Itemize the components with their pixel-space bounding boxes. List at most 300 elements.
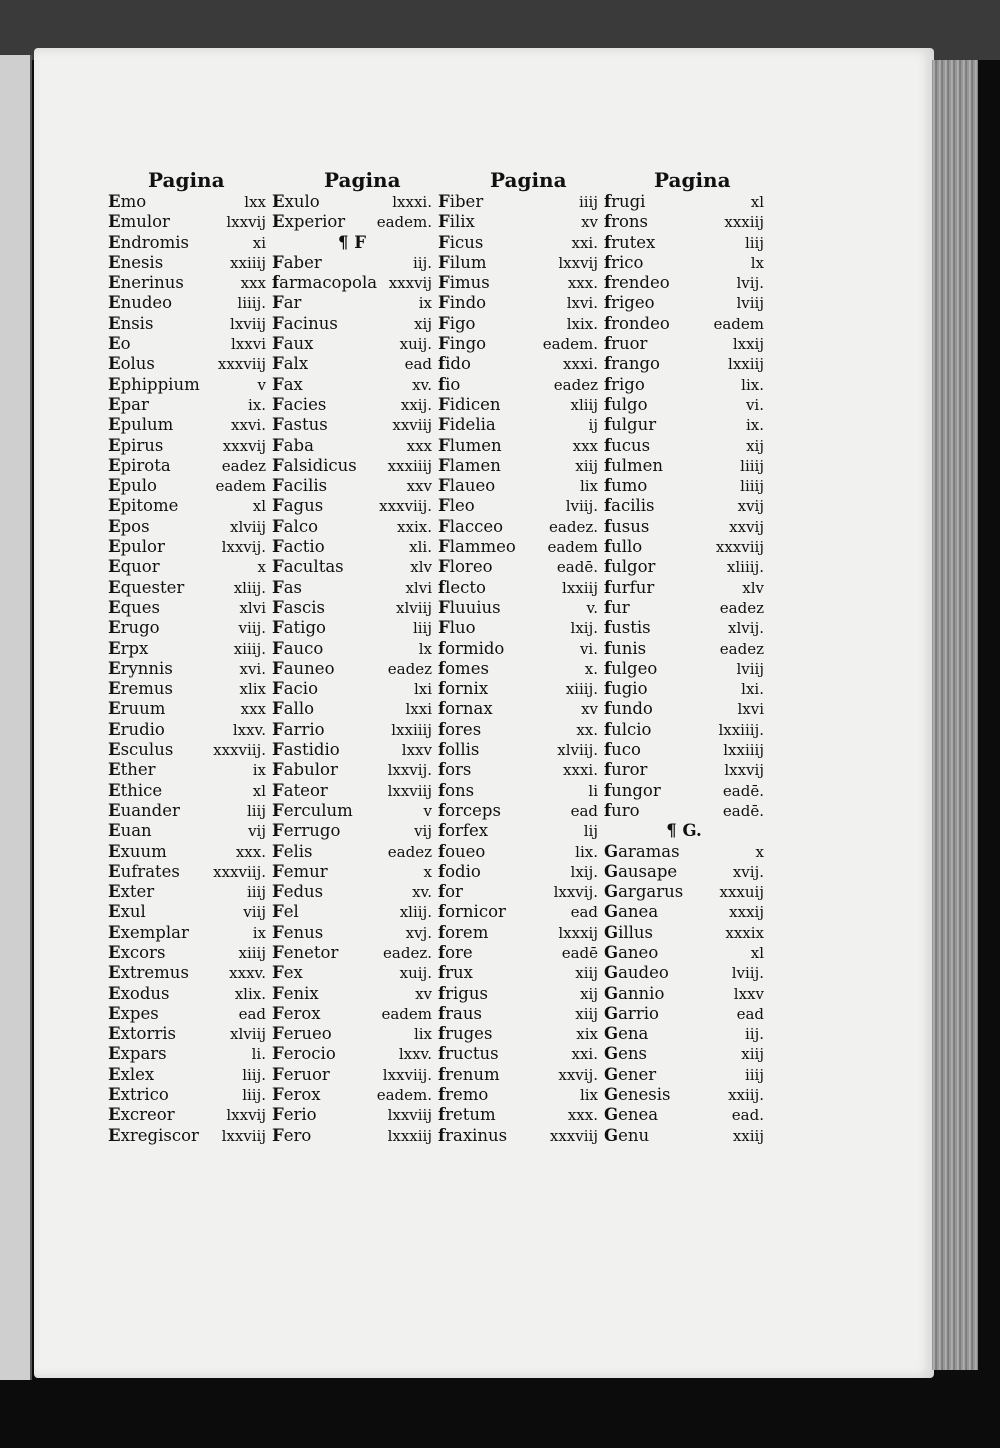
page-reference: lxxiiij <box>723 741 764 760</box>
index-entry <box>438 517 598 537</box>
page-reference: xxi. <box>571 1045 598 1064</box>
index-entry <box>272 476 432 496</box>
index-entry <box>108 801 266 821</box>
page-reference: ead <box>404 355 432 374</box>
index-entry <box>108 1105 266 1125</box>
index-entry <box>108 923 266 943</box>
entry-word: Fax <box>272 374 303 394</box>
page-reference: lviij. <box>731 964 764 983</box>
entry-word: Ferox <box>272 1085 321 1105</box>
entry-word: Emulor <box>108 212 170 232</box>
index-entry <box>108 1004 266 1024</box>
index-entry <box>438 842 598 862</box>
page-reference: ix <box>418 294 432 313</box>
index-entry <box>108 598 266 618</box>
index-entry <box>438 253 598 273</box>
index-entry <box>604 984 764 1004</box>
index-entry <box>272 984 432 1004</box>
index-entry <box>272 1044 432 1064</box>
page-reference: lxviij <box>230 314 266 333</box>
entry-word: Filum <box>438 252 487 272</box>
index-entry <box>108 821 266 841</box>
page-reference: ead <box>736 1004 764 1023</box>
entry-word: Faba <box>272 435 314 455</box>
page-reference: lviij <box>736 659 764 678</box>
index-entry <box>272 862 432 882</box>
entry-word: Fastus <box>272 415 328 435</box>
index-entry <box>108 375 266 395</box>
page-reference: lviij. <box>565 497 598 516</box>
index-entry <box>108 578 266 598</box>
page-reference: xuij. <box>399 335 432 354</box>
page-reference: xl <box>750 193 764 211</box>
entry-word: Fas <box>272 577 303 597</box>
index-entry <box>438 314 598 334</box>
entry-word: Fabulor <box>272 760 338 780</box>
entry-word: frenum <box>438 1064 500 1084</box>
entry-word: Expars <box>108 1044 167 1064</box>
page-reference: xvij <box>737 497 764 516</box>
page-reference: xlix. <box>234 984 266 1003</box>
page-reference: lxxiiij. <box>718 720 764 739</box>
entry-word: Faux <box>272 334 314 354</box>
index-entry <box>438 679 598 699</box>
page-reference: lxxviij <box>387 781 432 800</box>
index-entry <box>438 923 598 943</box>
entry-word: fugio <box>604 679 648 699</box>
entry-word: Falco <box>272 516 319 536</box>
entry-word: flecto <box>438 577 486 597</box>
entry-word: frons <box>604 212 649 232</box>
entry-word: fucus <box>604 435 651 455</box>
entry-word: fullo <box>604 537 643 557</box>
index-entry <box>604 943 764 963</box>
page-reference: xxx <box>240 700 266 719</box>
entry-word: Extremus <box>108 963 189 983</box>
entry-word: Epulo <box>108 476 157 496</box>
page-reference: xlix <box>239 680 266 699</box>
entry-word: frango <box>604 354 660 374</box>
index-entry <box>272 679 432 699</box>
entry-word: Excors <box>108 942 166 962</box>
entry-word: Flumen <box>438 435 502 455</box>
index-entry <box>438 415 598 435</box>
page-reference: xvi. <box>239 659 266 678</box>
index-entry <box>108 395 266 415</box>
page-reference: xxxviij <box>549 1126 598 1145</box>
index-entry <box>604 882 764 902</box>
entry-word: Epirus <box>108 435 164 455</box>
entry-word: Exulo <box>272 192 320 211</box>
page-reference: xxxvij <box>222 436 266 455</box>
index-entry <box>272 1065 432 1085</box>
index-entry <box>438 1105 598 1125</box>
page-reference: ead <box>570 903 598 922</box>
page-reference: xiij <box>575 964 598 983</box>
index-entry <box>438 537 598 557</box>
page-reference: eadē. <box>722 801 764 820</box>
index-entry <box>438 1004 598 1024</box>
index-entry <box>438 436 598 456</box>
index-entry <box>108 436 266 456</box>
index-entry <box>438 862 598 882</box>
index-entry <box>438 496 598 516</box>
index-entry <box>272 192 432 212</box>
entry-word: Genu <box>604 1125 650 1145</box>
page-reference: li <box>588 781 598 800</box>
entry-word: Epirota <box>108 455 171 475</box>
index-entry <box>604 659 764 679</box>
entry-word: Floreo <box>438 557 493 577</box>
entry-word: Fauco <box>272 638 324 658</box>
index-entry <box>438 1044 598 1064</box>
index-entry <box>108 902 266 922</box>
entry-word: Felis <box>272 841 313 861</box>
page-reference: xl <box>750 943 764 962</box>
index-entry <box>272 496 432 516</box>
index-entry <box>604 557 764 577</box>
entry-word: Epulor <box>108 537 165 557</box>
section-letter: ¶ G. <box>666 821 702 841</box>
entry-word: Fiber <box>438 192 484 211</box>
page-reference: xij <box>580 984 598 1003</box>
entry-word: for <box>438 882 463 902</box>
index-entry <box>438 598 598 618</box>
entry-word: farmacopola <box>272 273 378 293</box>
page-reference: xxx <box>572 436 598 455</box>
page-reference: xxxviij <box>217 355 266 374</box>
page-reference: xlvi <box>239 598 266 617</box>
index-entry <box>108 557 266 577</box>
index-entry <box>272 902 432 922</box>
index-entry <box>108 212 266 232</box>
page-reference: iiij <box>246 883 266 902</box>
entry-word: Farrio <box>272 719 325 739</box>
page-reference: xxx <box>240 274 266 293</box>
entry-word: fuco <box>604 740 641 760</box>
page-reference: lxi. <box>741 680 764 699</box>
entry-word: Epos <box>108 516 150 536</box>
index-entry <box>108 192 266 212</box>
index-entry <box>604 740 764 760</box>
entry-word: Facio <box>272 679 319 699</box>
index-entry <box>604 963 764 983</box>
index-entry <box>438 293 598 313</box>
page-reference: lix <box>579 1086 598 1105</box>
index-entry <box>108 496 266 516</box>
entry-word: fruor <box>604 334 648 354</box>
entry-word: frico <box>604 252 644 272</box>
page-reference: xxxi. <box>563 761 598 780</box>
index-entry <box>604 781 764 801</box>
page-reference: xiij <box>575 1004 598 1023</box>
entry-word: Erudio <box>108 719 165 739</box>
index-entry <box>272 578 432 598</box>
entry-word: Fluuius <box>438 597 501 617</box>
index-entry <box>438 557 598 577</box>
index-entry <box>272 334 432 354</box>
entry-word: fulgor <box>604 557 656 577</box>
page-reference: lxxviij <box>221 1126 266 1145</box>
entry-word: furor <box>604 760 648 780</box>
left-page-edge <box>0 55 32 1385</box>
entry-word: Fenus <box>272 922 324 942</box>
index-entry <box>272 415 432 435</box>
index-entry <box>438 395 598 415</box>
index-entry <box>438 821 598 841</box>
index-entry <box>272 436 432 456</box>
index-entry <box>108 476 266 496</box>
page-reference: xxxviij. <box>213 862 266 881</box>
index-entry <box>438 476 598 496</box>
index-entry <box>108 659 266 679</box>
section-heading <box>604 821 764 841</box>
index-entry <box>108 1024 266 1044</box>
index-entry <box>108 1126 266 1146</box>
page-reference: xlviij <box>230 1025 266 1044</box>
index-entry <box>108 334 266 354</box>
index-entry <box>438 273 598 293</box>
entry-word: Equester <box>108 577 185 597</box>
page-reference: xlviij <box>230 517 266 536</box>
entry-word: forem <box>438 922 489 942</box>
entry-word: Fex <box>272 963 303 983</box>
index-entry <box>272 456 432 476</box>
index-entry <box>272 1004 432 1024</box>
page-reference: xv. <box>412 883 432 902</box>
page-reference: xxiij. <box>728 1086 764 1105</box>
index-entry <box>108 984 266 1004</box>
page-reference: xxx <box>406 436 432 455</box>
index-entry <box>108 1085 266 1105</box>
page-reference: lix. <box>741 375 764 394</box>
page-reference: lxxxiij <box>387 1126 432 1145</box>
page-reference: xxxviij <box>715 538 764 557</box>
index-entry <box>438 1065 598 1085</box>
entry-word: Gillus <box>604 922 654 942</box>
index-entry <box>272 598 432 618</box>
index-entry <box>438 943 598 963</box>
page-reference: liiij <box>740 477 764 496</box>
index-entry <box>272 882 432 902</box>
index-entry <box>604 1004 764 1024</box>
index-entry <box>108 1044 266 1064</box>
page-reference: lxi <box>413 680 432 699</box>
index-entry <box>108 1065 266 1085</box>
index-entry <box>272 314 432 334</box>
entry-word: Erynnis <box>108 658 173 678</box>
index-entry <box>108 456 266 476</box>
index-entry <box>272 720 432 740</box>
page-reference: viij <box>243 903 266 922</box>
entry-word: fungor <box>604 780 661 800</box>
page-reference: xiiij. <box>565 680 598 699</box>
index-entry <box>272 537 432 557</box>
entry-word: fons <box>438 780 475 800</box>
page-reference: v <box>257 375 266 394</box>
index-entry <box>438 192 598 212</box>
entry-word: Emo <box>108 192 147 211</box>
index-entry <box>604 253 764 273</box>
index-entry <box>272 943 432 963</box>
page-reference: lxxvij <box>226 213 266 232</box>
index-entry <box>108 842 266 862</box>
page-reference: xlviij. <box>557 741 598 760</box>
index-entry <box>604 720 764 740</box>
index-entry <box>438 639 598 659</box>
page-reference: xxxiij <box>724 213 764 232</box>
entry-word: Genea <box>604 1105 659 1125</box>
page-reference: xlviij <box>396 598 432 617</box>
page-reference: eadē. <box>556 558 598 577</box>
page-reference: eadez. <box>383 943 432 962</box>
entry-word: Exuum <box>108 841 167 861</box>
entry-word: forceps <box>438 800 501 820</box>
entry-word: Fatigo <box>272 618 326 638</box>
index-entry <box>604 354 764 374</box>
index-entry <box>438 334 598 354</box>
entry-word: Fallo <box>272 699 315 719</box>
index-entry <box>272 1105 432 1125</box>
index-entry <box>272 517 432 537</box>
entry-word: frutex <box>604 232 656 252</box>
entry-word: frondeo <box>604 313 670 333</box>
page-reference: x <box>755 842 764 861</box>
index-entry <box>108 699 266 719</box>
page-reference: xiiij <box>238 943 266 962</box>
entry-word: fructus <box>438 1044 499 1064</box>
index-entry <box>604 1085 764 1105</box>
index-entry <box>438 963 598 983</box>
page-reference: xv <box>581 213 598 232</box>
index-entry <box>108 517 266 537</box>
page-reference: lij <box>583 822 598 841</box>
index-entry <box>604 1105 764 1125</box>
index-entry <box>438 354 598 374</box>
entry-word: Gena <box>604 1024 649 1044</box>
page-reference: lxxv. <box>232 720 266 739</box>
index-entry <box>272 842 432 862</box>
page-reference: viij. <box>238 619 266 638</box>
entry-word: Eo <box>108 334 131 354</box>
entry-word: Exemplar <box>108 922 189 942</box>
index-entry <box>438 699 598 719</box>
entry-word: fundo <box>604 699 653 719</box>
index-entry <box>438 801 598 821</box>
page-reference: liiij <box>740 456 764 475</box>
entry-word: Flacceo <box>438 516 504 536</box>
page-reference: xxxiiij <box>387 456 432 475</box>
index-entry <box>108 760 266 780</box>
page-reference: ix <box>252 761 266 780</box>
index-entry <box>438 659 598 679</box>
entry-word: Gausape <box>604 861 678 881</box>
page-reference: lxxviij <box>387 1106 432 1125</box>
entry-word: Facultas <box>272 557 344 577</box>
entry-word: fulgo <box>604 394 648 414</box>
column-header: Pagina <box>490 168 567 192</box>
entry-word: Experior <box>272 212 346 232</box>
index-entry <box>438 1126 598 1146</box>
page-reference: eadez <box>719 598 764 617</box>
page-reference: xxv <box>406 477 432 496</box>
page-reference: eadem <box>215 477 266 496</box>
index-entry <box>604 1065 764 1085</box>
page-reference: xiij <box>575 456 598 475</box>
entry-word: fors <box>438 760 472 780</box>
page-reference: ix <box>252 923 266 942</box>
entry-word: Ethice <box>108 780 163 800</box>
index-entry <box>272 557 432 577</box>
index-entry <box>272 963 432 983</box>
page-reference: lxxv <box>401 741 432 760</box>
entry-word: Gaudeo <box>604 963 669 983</box>
index-entry <box>604 1126 764 1146</box>
index-entry <box>604 192 764 212</box>
index-entry <box>272 1085 432 1105</box>
page-reference: eadem <box>381 1004 432 1023</box>
entry-word: Fagus <box>272 496 324 516</box>
index-entry <box>272 923 432 943</box>
index-entry <box>604 1024 764 1044</box>
page-reference: vij <box>414 822 432 841</box>
entry-word: Ferrugo <box>272 821 341 841</box>
entry-word: furo <box>604 800 640 820</box>
page-reference: xxx. <box>235 842 266 861</box>
page-reference: xxx. <box>567 274 598 293</box>
entry-word: Expes <box>108 1003 159 1023</box>
index-entry <box>108 679 266 699</box>
page-reference: iij. <box>412 253 432 272</box>
entry-word: Feruor <box>272 1064 330 1084</box>
page-reference: xxxvij <box>388 274 432 293</box>
page-reference: vi. <box>745 395 764 414</box>
page-reference: lix <box>413 1025 432 1044</box>
page-reference: lxxvij. <box>221 538 266 557</box>
entry-word: Endromis <box>108 232 189 252</box>
entry-word: Ether <box>108 760 156 780</box>
entry-word: Flammeo <box>438 537 516 557</box>
index-entry <box>438 375 598 395</box>
page-reference: xxix. <box>397 517 432 536</box>
entry-word: Flamen <box>438 455 501 475</box>
page-reference: lix. <box>575 842 598 861</box>
page-reference: lxxvij. <box>553 883 598 902</box>
page-reference: liij. <box>242 1086 266 1105</box>
index-entry <box>108 963 266 983</box>
page-reference: xxvij. <box>558 1065 598 1084</box>
index-entry <box>272 273 432 293</box>
index-entry <box>438 618 598 638</box>
entry-word: fumo <box>604 476 648 496</box>
page-reference: liij. <box>242 1065 266 1084</box>
page-reference: ix. <box>247 395 266 414</box>
entry-word: Enudeo <box>108 293 173 313</box>
page-reference: eadem <box>713 314 764 333</box>
entry-word: Gener <box>604 1064 657 1084</box>
page-reference: lxxiiij <box>391 720 432 739</box>
page-reference: xxxviij. <box>213 741 266 760</box>
page-reference: iiij <box>744 1065 764 1084</box>
entry-word: Erpx <box>108 638 149 658</box>
entry-word: frigus <box>438 983 488 1003</box>
index-entry <box>108 740 266 760</box>
index-entry <box>438 740 598 760</box>
page-reference: liiij. <box>237 294 266 313</box>
page-reference: lxx <box>244 193 266 211</box>
entry-word: foueo <box>438 841 486 861</box>
page-reference: lxix. <box>566 314 598 333</box>
